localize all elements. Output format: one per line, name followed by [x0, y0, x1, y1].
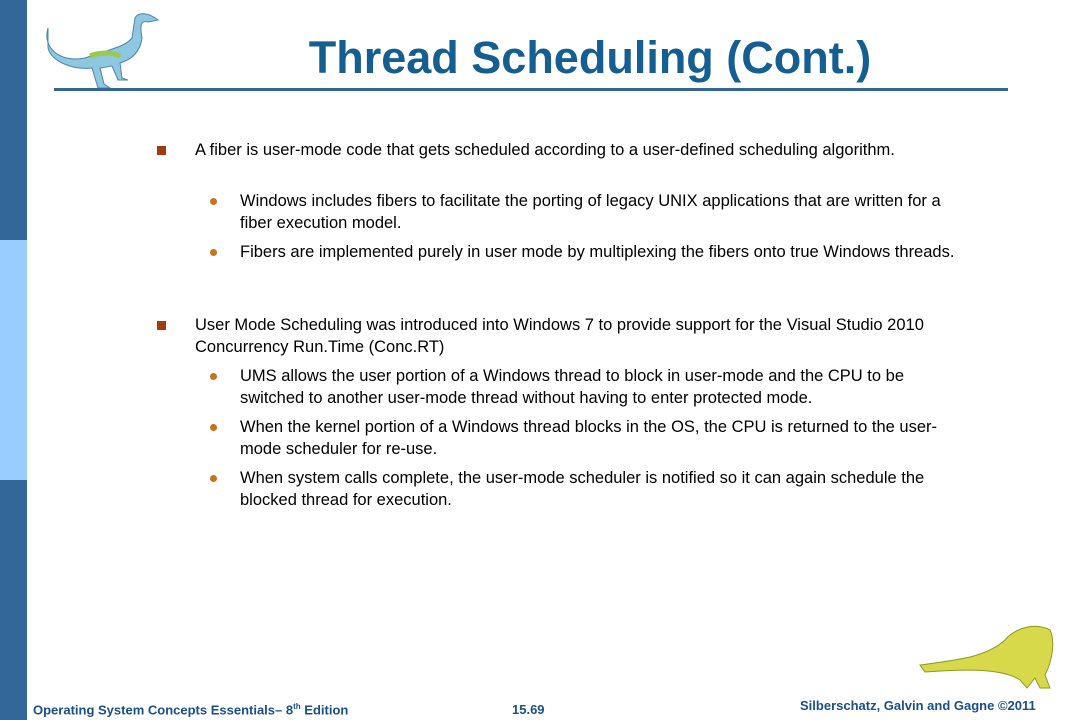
sub-bullet-text: When system calls complete, the user-mode scheduler is notified so it can again schedule the blocked thread for execution. [240, 469, 925, 509]
sidebar-band-bottom [0, 480, 27, 720]
footer-sup: th [293, 702, 301, 711]
footer-book-text: Operating System Concepts Essentials– 8 [33, 702, 294, 718]
sidebar-band-top [0, 0, 27, 240]
dinosaur-footer-icon [915, 620, 1065, 690]
sub-bullet-text: When the kernel portion of a Windows thread blocks in the OS, the CPU is returned to the user-mode scheduler for re-use. [240, 418, 938, 458]
footer-edition: Edition [300, 702, 349, 718]
bullet-dot-icon [210, 475, 217, 482]
bullet-square-icon [157, 321, 166, 330]
footer-book-title [33, 702, 348, 717]
sub-bullet-text: Windows includes fibers to facilitate the porting of legacy UNIX applications that are written for a fiber execution model. [240, 192, 941, 232]
sidebar-band-middle [0, 240, 27, 480]
bullet-square-icon [157, 146, 166, 155]
sub-bullet-text: UMS allows the user portion of a Windows thread to block in user-mode and the CPU to be switched to another user-mode thread without having to enter protected mode. [240, 367, 904, 407]
sub-bullet-text: Fibers are implemented purely in user mode by multiplexing the fibers onto true Windows threads. [240, 243, 955, 261]
slide-title: Thread Scheduling (Cont.) [308, 32, 872, 83]
title-divider [54, 88, 1008, 91]
bullet-dot-icon [210, 373, 217, 380]
bullet-text: User Mode Scheduling was introduced into Windows 7 to provide support for the Visual Studio 2010 Concurrency Run.Time (Conc.RT) [195, 316, 924, 356]
footer-copyright: Silberschatz, Galvin and Gagne ©2011 [800, 698, 1036, 713]
bullet-dot-icon [210, 249, 217, 256]
page-number: 15.69 [512, 702, 545, 717]
bullet-dot-icon [210, 424, 217, 431]
bullet-text: A fiber is user-mode code that gets scheduled according to a user-defined scheduling algorithm. [195, 141, 895, 159]
dinosaur-logo-icon [40, 8, 165, 90]
bullet-dot-icon [210, 198, 217, 205]
